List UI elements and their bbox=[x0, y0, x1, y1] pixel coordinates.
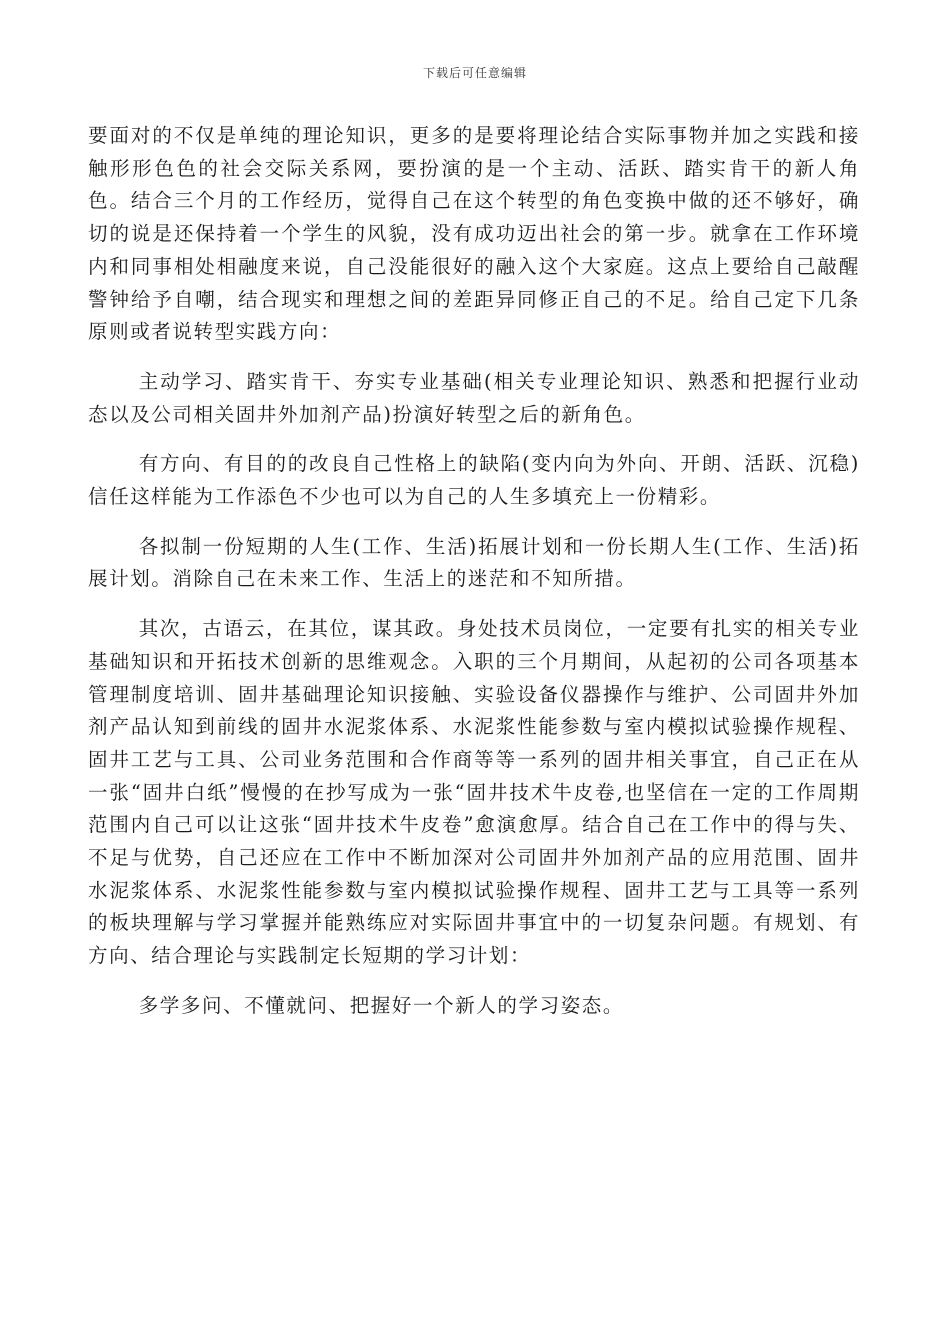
page-header: 下载后可任意编辑 bbox=[422, 66, 527, 80]
paragraph-5: 其次，古语云，在其位，谋其政。身处技术员岗位，一定要有扎实的相关专业基础知识和开拓技术创新的思维观念。入职的三个月期间，从起初的公司各项基本管理制度培训、固井基础理论知识接触、实验设备仪器操作与维护、公司固井外加剂产品认知到前线的固井水泥浆体系、水泥浆性能参数与室内模拟试验操作规程、固井工艺与工具、公司业务范围和合作商等等一系列的固井相关事宜，自己正在从一张“固井白纸”慢慢的在抄写成为一张“固井技术牛皮卷,也坚信在一定的工作周期范围内自己可以让这张“固井技术牛皮卷”愈演愈厚。结合自己在工作中的得与失、不足与优势，自己还应在工作中不断加深对公司固井外加剂产品的应用范围、固井水泥浆体系、水泥浆性能参数与室内模拟试验操作规程、固井工艺与工具等一系列的板块理解与学习掌握并能熟练应对实际固井事宜中的一切复杂问题。有规划、有方向、结合理论与实践制定长短期的学习计划： bbox=[88, 617, 860, 968]
paragraph-6: 多学多问、不懂就问、把握好一个新人的学习姿态。 bbox=[138, 993, 624, 1017]
paragraph-1: 要面对的不仅是单纯的理论知识，更多的是要将理论结合实际事物并加之实践和接触形形色色的社会交际关系网，要扮演的是一个主动、活跃、踏实肯干的新人角色。结合三个月的工作经历，觉得自己在这个转型的角色变换中做的还不够好，确切的说是还保持着一个学生的风貌，没有成功迈出社会的第一步。就拿在工作环境内和同事相处相融度来说，自己没能很好的融入这个大家庭。这点上要给自己敲醒警钟给予自嘲，结合现实和理想之间的差距异同修正自己的不足。给自己定下几条原则或者说转型实践方向： bbox=[88, 124, 860, 344]
document-body bbox=[88, 120, 860, 1023]
paragraph-2: 主动学习、踏实肯干、夯实专业基础(相关专业理论知识、熟悉和把握行业动态以及公司相关固井外加剂产品)扮演好转型之后的新角色。 bbox=[88, 369, 860, 426]
paragraph-3: 有方向、有目的的改良自己性格上的缺陷(变内向为外向、开朗、活跃、沉稳)信任这样能为工作添色不少也可以为自己的人生多填充上一份精彩。 bbox=[88, 452, 860, 509]
paragraph-4: 各拟制一份短期的人生(工作、生活)拓展计划和一份长期人生(工作、生活)拓展计划。消除自己在未来工作、生活上的迷茫和不知所措。 bbox=[88, 534, 860, 591]
